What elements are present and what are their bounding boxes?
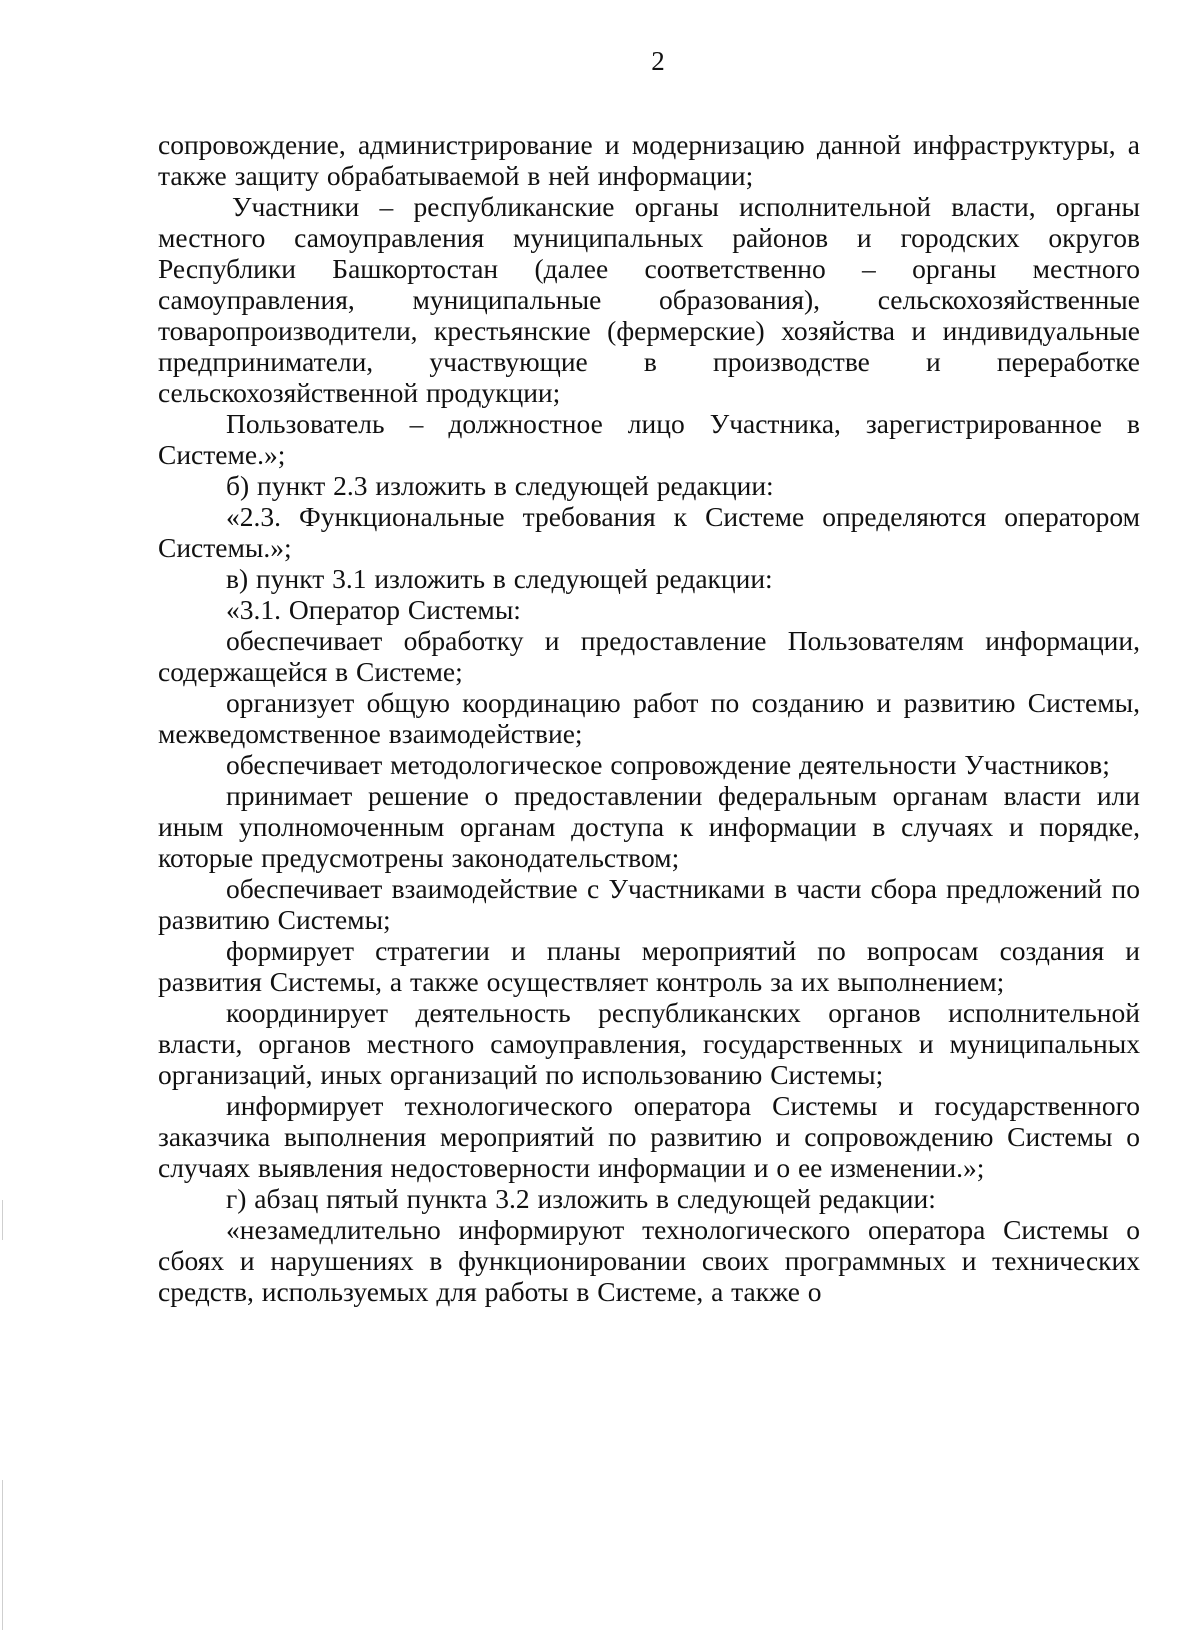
paragraph: формирует стратегии и планы мероприятий по вопросам создания и развития Системы, а также осуществляет контроль за их выполнением; bbox=[158, 935, 1140, 997]
paragraph: «3.1. Оператор Системы: bbox=[226, 594, 521, 625]
paragraph: г) абзац пятый пункта 3.2 изложить в следующей редакции: bbox=[226, 1183, 936, 1214]
paragraph: «незамедлительно информируют технологического оператора Системы о сбоях и нарушениях в функционировании своих программных и технических средств, используемых для работы в Системе, а также о bbox=[158, 1214, 1140, 1307]
paragraph: координирует деятельность республиканских органов исполнительной власти, органов местного самоуправления, государственных и муниципальных организаций, иных организаций по использованию Системы; bbox=[158, 997, 1140, 1090]
paragraph: обеспечивает взаимодействие с Участниками в части сбора предложений по развитию Системы; bbox=[158, 873, 1140, 935]
paragraph: информирует технологического оператора Системы и государственного заказчика выполнения мероприятий по развитию и сопровождению Системы о случаях выявления недостоверности информации и о ее изменении.»; bbox=[158, 1090, 1140, 1183]
paragraph: обеспечивает обработку и предоставление Пользователям информации, содержащейся в Системе; bbox=[158, 625, 1140, 687]
paragraph: обеспечивает методологическое сопровождение деятельности Участников; bbox=[226, 749, 1110, 780]
paragraph: Пользователь – должностное лицо Участника, зарегистрированное в Системе.»; bbox=[158, 408, 1140, 470]
scan-edge-mark bbox=[2, 1200, 3, 1240]
paragraph: сопровождение, администрирование и модернизацию данной инфраструктуры, а также защиту обрабатываемой в ней информации; bbox=[158, 129, 1140, 191]
scan-edge-mark bbox=[2, 1480, 3, 1630]
paragraph: «2.3. Функциональные требования к Системе определяются оператором Системы.»; bbox=[158, 501, 1140, 563]
page-number: 2 bbox=[651, 46, 665, 76]
document-body bbox=[158, 129, 1140, 1307]
paragraph: Участники – республиканские органы исполнительной власти, органы местного самоуправления муниципальных районов и городских округов Республики Башкортостан (далее соответственно – органы местного самоуправления, муниципальные образования), сельскохозяйственные товаропроизводители, крестьянские (фермерские) хозяйства и индивидуальные предприниматели, участвующие в производстве и переработке сельскохозяйственной продукции; bbox=[158, 191, 1140, 408]
paragraph: б) пункт 2.3 изложить в следующей редакции: bbox=[226, 470, 774, 501]
paragraph: в) пункт 3.1 изложить в следующей редакции: bbox=[226, 563, 773, 594]
paragraph: принимает решение о предоставлении федеральным органам власти или иным уполномоченным органам доступа к информации в случаях и порядке, которые предусмотрены законодательством; bbox=[158, 780, 1140, 873]
paragraph: организует общую координацию работ по созданию и развитию Системы, межведомственное взаимодействие; bbox=[158, 687, 1140, 749]
